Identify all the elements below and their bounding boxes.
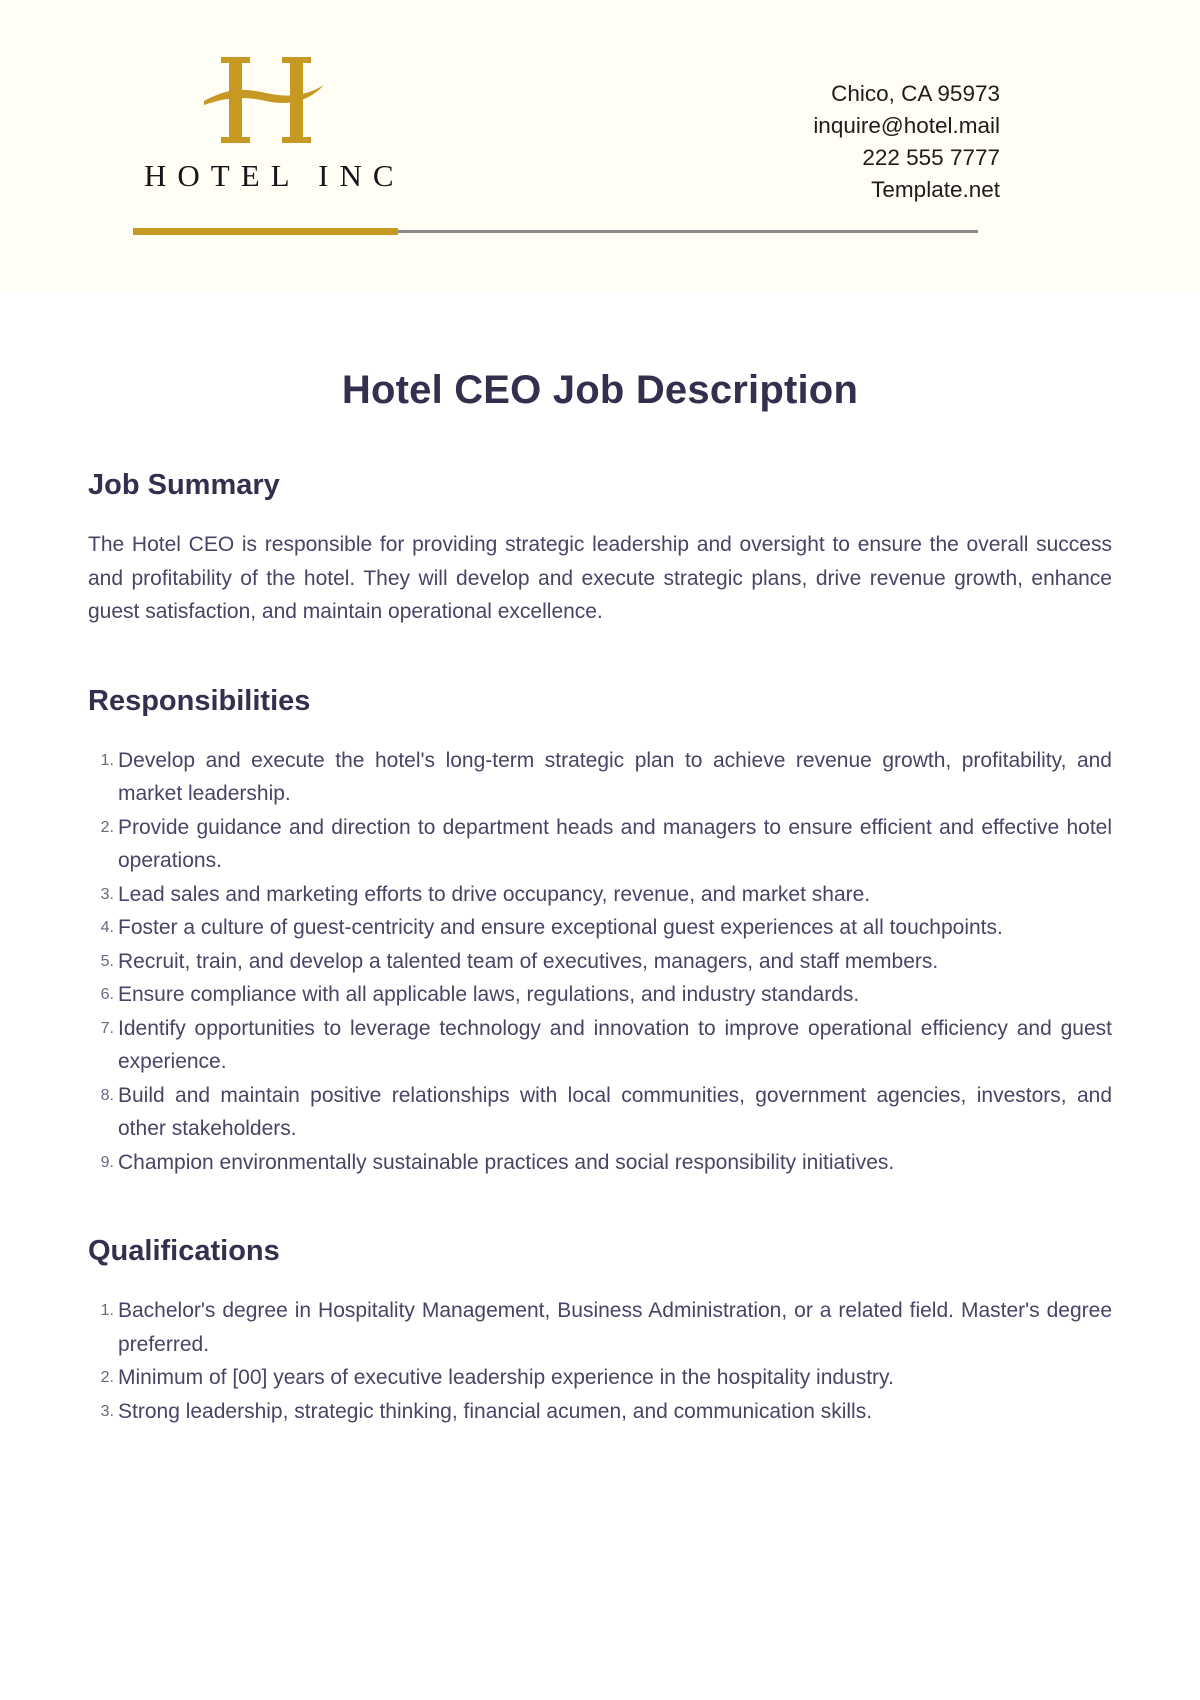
- document-header: [0, 0, 1200, 290]
- list-item: Develop and execute the hotel's long-term strategic plan to achieve revenue growth, profitability, and market leadership.: [118, 748, 1112, 805]
- section-heading-job-summary: Job Summary: [88, 469, 280, 501]
- list-item: Foster a culture of guest-centricity and ensure exceptional guest experiences at all touchpoints.: [118, 916, 1003, 939]
- list-item: Build and maintain positive relationships with local communities, government agencies, investors, and other stakeholders.: [118, 1083, 1112, 1140]
- header-divider-gold: [133, 228, 398, 235]
- page-title: Hotel CEO Job Description: [341, 368, 859, 412]
- contact-email[interactable]: inquire@hotel.mail: [813, 113, 1000, 138]
- section-heading-responsibilities: Responsibilities: [88, 684, 311, 717]
- brand-logo: [133, 52, 405, 193]
- brand-wordmark: HOTEL INC: [144, 158, 405, 193]
- contact-phone[interactable]: 222 555 7777: [862, 145, 1000, 170]
- hotel-h-monogram-icon: [196, 52, 336, 148]
- list-item: Lead sales and marketing efforts to drive occupancy, revenue, and market share.: [118, 882, 871, 906]
- list-item: Bachelor's degree in Hospitality Management, Business Administration, or a related field. Master's degree preferred.: [118, 1299, 1112, 1356]
- contact-website[interactable]: Template.net: [871, 177, 1000, 202]
- responsibilities-list: [88, 744, 1112, 1180]
- list-item: Recruit, train, and develop a talented team of executives, managers, and staff members.: [118, 949, 939, 973]
- list-item: Strong leadership, strategic thinking, financial acumen, and communication skills.: [118, 1399, 873, 1423]
- qualifications-list: [88, 1294, 1112, 1428]
- document-body: [0, 290, 1200, 1428]
- section-qualifications: [88, 1235, 1112, 1428]
- list-item: Ensure compliance with all applicable laws, regulations, and industry standards.: [118, 983, 860, 1006]
- list-item: Provide guidance and direction to department heads and managers to ensure efficient and effective hotel operations.: [118, 815, 1112, 872]
- section-responsibilities: [88, 685, 1112, 1180]
- list-item: Champion environmentally sustainable practices and social responsibility initiatives.: [118, 1150, 895, 1174]
- list-item: Minimum of [00] years of executive leadership experience in the hospitality industry.: [118, 1366, 894, 1389]
- contact-info: [813, 78, 1000, 206]
- list-item: Identify opportunities to leverage technology and innovation to improve operational efficiency and guest experience.: [118, 1016, 1112, 1073]
- header-divider-gray: [398, 230, 978, 233]
- contact-address: Chico, CA 95973: [831, 81, 1000, 106]
- section-heading-qualifications: Qualifications: [88, 1235, 280, 1267]
- job-summary-paragraph: The Hotel CEO is responsible for providing strategic leadership and oversight to ensure the overall success and profitability of the hotel. They will develop and execute strategic plans, drive revenue growth, enhance guest satisfaction, and maintain operational excellence.: [88, 533, 1112, 623]
- section-job-summary: [88, 469, 1112, 629]
